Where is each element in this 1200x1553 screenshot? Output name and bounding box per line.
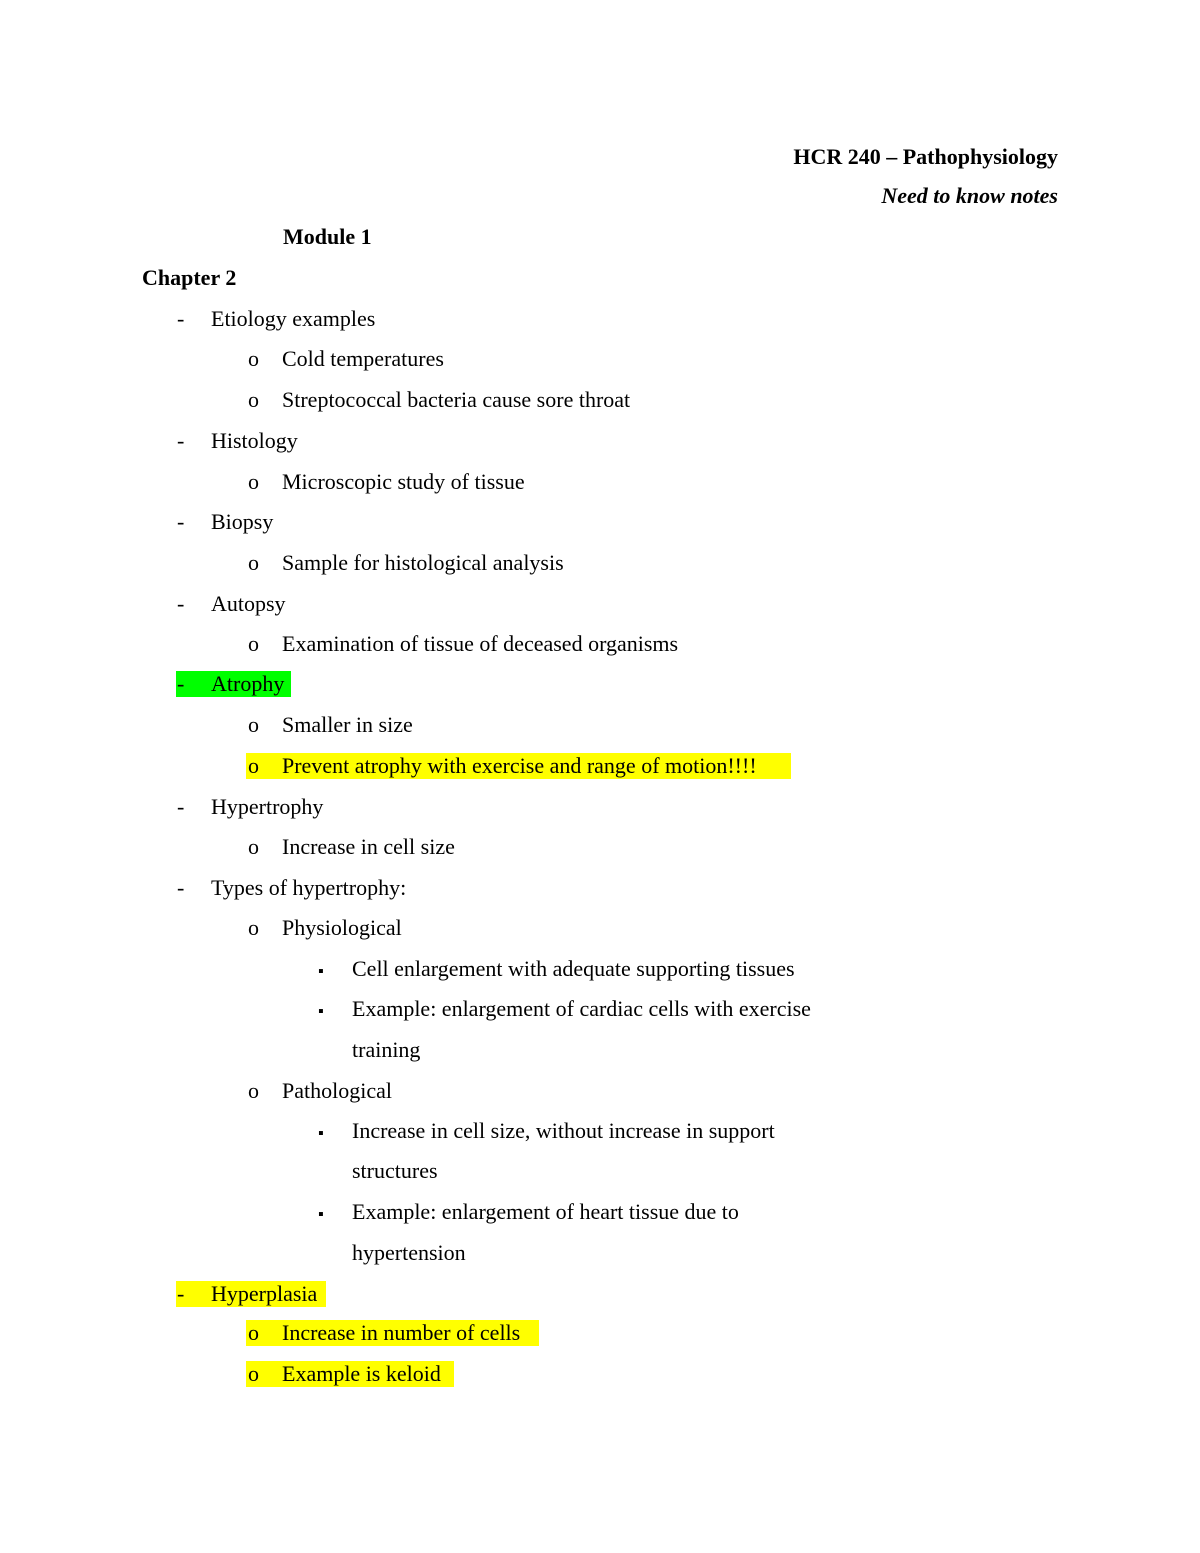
list-item-continuation: training: [352, 1037, 421, 1062]
list-item-continuation: hypertension: [352, 1240, 466, 1265]
list-item: [248, 1359, 441, 1389]
list-item-text: Hypertrophy: [211, 794, 324, 819]
list-item-text: Types of hypertrophy:: [211, 875, 407, 900]
list-item-text: Hyperplasia: [211, 1281, 318, 1306]
list-item-text: Increase in cell size, without increase in support: [352, 1118, 775, 1143]
square-marker: ▪: [318, 963, 324, 980]
list-item: [318, 1116, 775, 1149]
list-item-hypertrophy: [177, 792, 324, 822]
list-item-text: Microscopic study of tissue: [282, 469, 525, 494]
list-item: [318, 1197, 739, 1230]
list-item: [248, 548, 564, 578]
list-item: [318, 994, 811, 1027]
circle-marker: o: [248, 1320, 259, 1345]
square-marker: ▪: [318, 1003, 324, 1020]
list-item: [318, 954, 795, 987]
list-item-text: Increase in number of cells: [282, 1320, 521, 1345]
list-item: [248, 751, 757, 781]
circle-marker: o: [248, 469, 259, 494]
list-item-text: Histology: [211, 428, 298, 453]
square-marker: ▪: [318, 1206, 324, 1223]
circle-marker: o: [248, 753, 259, 778]
list-item: [248, 629, 679, 659]
list-item: [248, 385, 631, 415]
list-item-text: Sample for histological analysis: [282, 550, 564, 575]
list-item-text: Cold temperatures: [282, 346, 444, 371]
list-item-atrophy: [177, 669, 285, 699]
list-item-continuation: structures: [352, 1158, 438, 1183]
list-item-text: Examination of tissue of deceased organisms: [282, 631, 679, 656]
list-item: [248, 1318, 521, 1348]
list-item-hyperplasia: [177, 1279, 318, 1309]
circle-marker: o: [248, 631, 259, 656]
list-item-text: Physiological: [282, 915, 402, 940]
list-item-text: Biopsy: [211, 509, 274, 534]
dash-marker: -: [177, 794, 185, 819]
square-marker: ▪: [318, 1125, 324, 1142]
dash-marker: -: [177, 591, 185, 616]
list-item-text: Increase in cell size: [282, 834, 455, 859]
list-item-text: Example: enlargement of cardiac cells with exercise: [352, 996, 811, 1021]
document-subtitle: Need to know notes: [881, 183, 1058, 208]
list-item-autopsy: [177, 589, 286, 619]
dash-marker: -: [177, 428, 185, 453]
list-item: [248, 710, 413, 740]
circle-marker: o: [248, 1078, 259, 1103]
circle-marker: o: [248, 387, 259, 412]
list-item-pathological: [248, 1076, 392, 1106]
circle-marker: o: [248, 712, 259, 737]
list-item: [248, 467, 525, 497]
dash-marker: -: [177, 509, 185, 534]
dash-marker: -: [177, 671, 185, 696]
list-item-text: Etiology examples: [211, 306, 376, 331]
list-item-text: Prevent atrophy with exercise and range of motion!!!!: [282, 753, 757, 778]
circle-marker: o: [248, 1361, 259, 1386]
list-item: [248, 344, 444, 374]
module-heading: Module 1: [283, 224, 372, 249]
list-item-text: Streptococcal bacteria cause sore throat: [282, 387, 631, 412]
list-item-physiological: [248, 913, 402, 943]
list-item-text: Example: enlargement of heart tissue due to: [352, 1199, 739, 1224]
list-item: [248, 832, 455, 862]
circle-marker: o: [248, 915, 259, 940]
circle-marker: o: [248, 550, 259, 575]
dash-marker: -: [177, 1281, 185, 1306]
list-item-text: Pathological: [282, 1078, 392, 1103]
list-item-text: Example is keloid: [282, 1361, 441, 1386]
circle-marker: o: [248, 346, 259, 371]
list-item-text: Atrophy: [211, 671, 285, 696]
chapter-heading: Chapter 2: [142, 265, 237, 290]
document-title: HCR 240 – Pathophysiology: [793, 144, 1058, 169]
list-item-text: Cell enlargement with adequate supporting tissues: [352, 956, 795, 981]
circle-marker: o: [248, 834, 259, 859]
dash-marker: -: [177, 875, 185, 900]
dash-marker: -: [177, 306, 185, 331]
list-item-histology: [177, 426, 298, 456]
list-item-types: [177, 873, 407, 903]
list-item-biopsy: [177, 507, 274, 537]
list-item-text: Autopsy: [211, 591, 286, 616]
list-item-text: Smaller in size: [282, 712, 413, 737]
list-item-etiology: [177, 304, 376, 334]
